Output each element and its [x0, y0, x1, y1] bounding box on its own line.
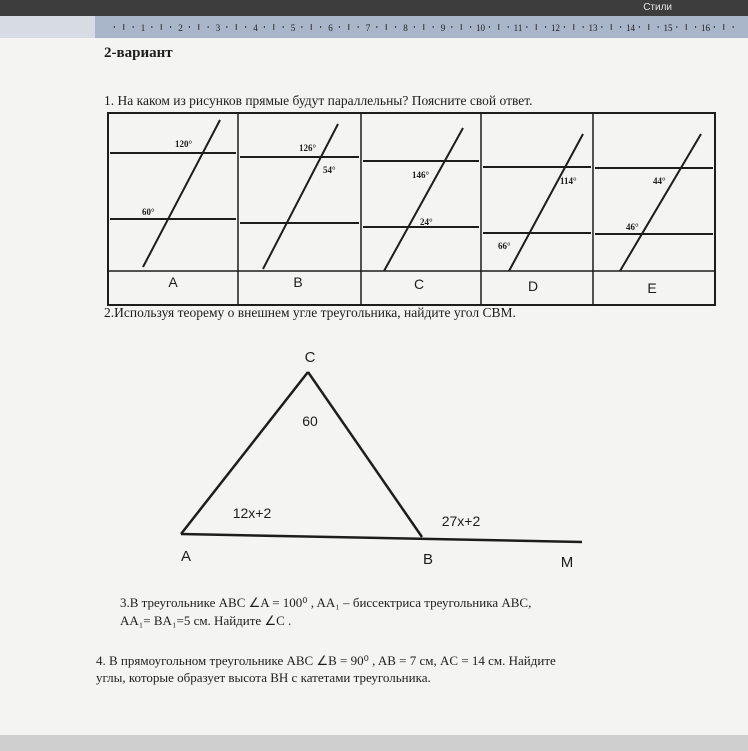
figure-b-letter: B — [293, 274, 303, 290]
ruler-number: 16 — [701, 23, 710, 33]
angle-a-label: 12x+2 — [232, 505, 272, 521]
question-3-line-1: 3.В треугольнике ABC ∠A = 100⁰ , AA₁ – биссектриса треугольника ABC, — [120, 595, 532, 610]
vertex-b-label: B — [422, 551, 434, 568]
question-2-triangle-figure — [160, 336, 610, 576]
monitor-bottom-edge — [0, 735, 748, 751]
side-cb — [308, 372, 422, 537]
ruler-number: 9 — [440, 23, 446, 33]
figure-c — [363, 128, 479, 292]
figure-a-letter: A — [168, 274, 178, 290]
ruler-number: 1 — [140, 23, 146, 33]
question-4-line-1: 4. В прямоугольном треугольнике ABC ∠B = 90⁰ , AB = 7 см, AC = 14 см. Найдите — [96, 653, 556, 668]
transversal — [509, 134, 583, 271]
figure-a-bottom-angle: 60° — [142, 207, 155, 217]
transversal — [620, 134, 701, 271]
ruler-ticks — [95, 16, 748, 38]
angle-c-label: 60 — [302, 413, 318, 429]
ruler-number: 15 — [663, 23, 673, 33]
ruler-number: 12 — [551, 23, 560, 33]
question-2-text: 2.Используя теорему о внешнем угле треугольника, найдите угол CBM. — [104, 305, 516, 320]
variant-title: 2-вариант — [104, 45, 173, 61]
vertex-c-label: C — [304, 349, 316, 366]
point-m-label: M — [560, 554, 574, 571]
document-page[interactable] — [0, 38, 748, 751]
table-border — [108, 113, 715, 305]
transversal — [384, 128, 463, 271]
line-a-m — [181, 534, 582, 542]
ruler-number: 5 — [290, 23, 296, 33]
figure-b — [240, 124, 359, 290]
figure-e-bottom-angle: 46° — [626, 222, 639, 232]
ruler-left-margin — [0, 16, 95, 38]
figure-d-letter: D — [527, 278, 539, 294]
ruler-number: 14 — [626, 23, 635, 33]
ruler-number: 13 — [588, 23, 598, 33]
figure-d-bottom-angle: 66° — [498, 241, 511, 251]
figure-c-bottom-angle: 24° — [420, 217, 433, 227]
question-1-text: 1. На каком из рисунков прямые будут параллельны? Поясните свой ответ. — [104, 93, 533, 108]
figure-c-letter: C — [413, 276, 425, 292]
figure-c-top-angle: 146° — [412, 170, 430, 180]
figure-b-bottom-angle: 54° — [323, 165, 336, 175]
ruler-number: 6 — [328, 23, 333, 33]
ruler-number: 3 — [215, 23, 221, 33]
ruler-number: 7 — [365, 23, 371, 33]
styles-group-label[interactable]: Стили — [643, 2, 672, 13]
question-4-line-2: углы, которые образует высота BH с катетами треугольника. — [96, 670, 431, 685]
angle-exterior-label: 27x+2 — [441, 513, 481, 529]
figure-a — [110, 120, 236, 290]
ruler-number: 10 — [476, 23, 485, 33]
question-1-figure-table — [105, 110, 720, 310]
ruler-number: 4 — [253, 23, 258, 33]
figure-e-letter: E — [647, 280, 657, 296]
question-3-line-2: AA₁= BA₁=5 см. Найдите ∠C . — [120, 613, 292, 628]
figure-b-top-angle: 126° — [299, 143, 317, 153]
figure-e-top-angle: 44° — [653, 176, 666, 186]
ruler-number: 8 — [403, 23, 408, 33]
figure-d-top-angle: 114° — [560, 176, 577, 186]
ruler-number: 2 — [178, 23, 183, 33]
figure-a-top-angle: 120° — [175, 139, 193, 149]
ruler-number: 11 — [513, 23, 523, 33]
figure-d — [483, 134, 591, 294]
horizontal-ruler[interactable] — [95, 16, 748, 38]
word-ribbon[interactable] — [0, 0, 748, 16]
vertex-a-label: A — [180, 548, 192, 565]
